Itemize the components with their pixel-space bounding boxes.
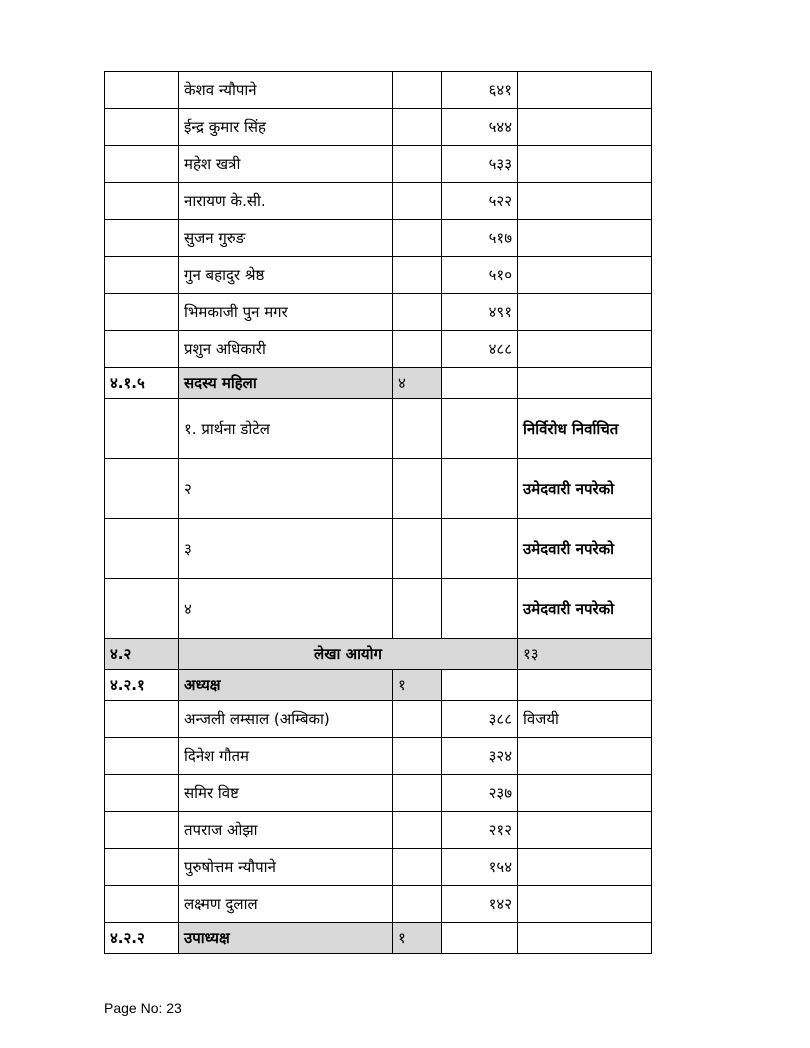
seats-cell bbox=[393, 183, 442, 220]
votes-cell bbox=[442, 399, 518, 459]
candidate-name: प्रशुन अधिकारी bbox=[179, 331, 393, 368]
vote-count: ५४४ bbox=[442, 109, 518, 146]
section-count: १३ bbox=[518, 639, 652, 670]
section-code: ४.१.५ bbox=[105, 368, 179, 399]
votes-cell bbox=[442, 459, 518, 519]
section-title: उपाध्यक्ष bbox=[179, 923, 393, 954]
table-row bbox=[105, 579, 652, 639]
table-row bbox=[105, 331, 652, 368]
remark-cell bbox=[518, 294, 652, 331]
remark-cell bbox=[518, 670, 652, 701]
table-row bbox=[105, 257, 652, 294]
candidate-name: तपराज ओझा bbox=[179, 812, 393, 849]
candidate-name: दिनेश गौतम bbox=[179, 738, 393, 775]
table-row bbox=[105, 849, 652, 886]
seats-cell bbox=[393, 459, 442, 519]
table-row bbox=[105, 399, 652, 459]
table-row bbox=[105, 812, 652, 849]
seats-cell bbox=[393, 257, 442, 294]
seats-cell bbox=[393, 220, 442, 257]
vote-count: १४२ bbox=[442, 886, 518, 923]
remark-cell bbox=[518, 146, 652, 183]
code-cell bbox=[105, 738, 179, 775]
remark-cell bbox=[518, 257, 652, 294]
remark-cell bbox=[518, 109, 652, 146]
remark-cell: उमेदवारी नपरेको bbox=[518, 579, 652, 639]
code-cell bbox=[105, 146, 179, 183]
section-code: ४.२.१ bbox=[105, 670, 179, 701]
seats-cell bbox=[393, 701, 442, 738]
vote-count: ३२४ bbox=[442, 738, 518, 775]
election-results-table bbox=[104, 71, 652, 954]
remark-cell bbox=[518, 923, 652, 954]
remark-cell bbox=[518, 812, 652, 849]
table-row bbox=[105, 146, 652, 183]
seats-count: १ bbox=[393, 670, 442, 701]
candidate-name: गुन बहादुर श्रेष्ठ bbox=[179, 257, 393, 294]
remark-cell: विजयी bbox=[518, 701, 652, 738]
seats-cell bbox=[393, 109, 442, 146]
remark-cell bbox=[518, 331, 652, 368]
candidate-name: २ bbox=[179, 459, 393, 519]
candidate-name: पुरुषोत्तम न्यौपाने bbox=[179, 849, 393, 886]
vote-count: ४८८ bbox=[442, 331, 518, 368]
code-cell bbox=[105, 399, 179, 459]
section-title: सदस्य महिला bbox=[179, 368, 393, 399]
code-cell bbox=[105, 109, 179, 146]
seats-cell bbox=[393, 775, 442, 812]
candidate-name: महेश खत्री bbox=[179, 146, 393, 183]
candidate-name: लक्ष्मण दुलाल bbox=[179, 886, 393, 923]
table-row bbox=[105, 294, 652, 331]
code-cell bbox=[105, 220, 179, 257]
seats-cell bbox=[393, 331, 442, 368]
section-header-row bbox=[105, 923, 652, 954]
seats-cell bbox=[393, 579, 442, 639]
vote-count: ४९१ bbox=[442, 294, 518, 331]
seats-cell bbox=[393, 519, 442, 579]
candidate-name: केशव न्यौपाने bbox=[179, 72, 393, 109]
code-cell bbox=[105, 886, 179, 923]
section-code: ४.२.२ bbox=[105, 923, 179, 954]
code-cell bbox=[105, 183, 179, 220]
remark-cell: निर्विरोध निर्वाचित bbox=[518, 399, 652, 459]
code-cell bbox=[105, 459, 179, 519]
code-cell bbox=[105, 294, 179, 331]
candidate-name: सुजन गुरुङ bbox=[179, 220, 393, 257]
remark-cell bbox=[518, 775, 652, 812]
vote-count: २३७ bbox=[442, 775, 518, 812]
remark-cell bbox=[518, 368, 652, 399]
code-cell bbox=[105, 579, 179, 639]
code-cell bbox=[105, 519, 179, 579]
remark-cell bbox=[518, 220, 652, 257]
candidate-name: ३ bbox=[179, 519, 393, 579]
table-row bbox=[105, 183, 652, 220]
section-header-row bbox=[105, 639, 652, 670]
remark-cell bbox=[518, 886, 652, 923]
code-cell bbox=[105, 331, 179, 368]
section-title: लेखा आयोग bbox=[179, 639, 518, 670]
seats-count: १ bbox=[393, 923, 442, 954]
section-code: ४.२ bbox=[105, 639, 179, 670]
seats-cell bbox=[393, 146, 442, 183]
code-cell bbox=[105, 812, 179, 849]
candidate-name: ईन्द्र कुमार सिंह bbox=[179, 109, 393, 146]
table-row bbox=[105, 459, 652, 519]
seats-cell bbox=[393, 849, 442, 886]
candidate-name: नारायण के.सी. bbox=[179, 183, 393, 220]
code-cell bbox=[105, 257, 179, 294]
code-cell bbox=[105, 849, 179, 886]
table-row bbox=[105, 109, 652, 146]
candidate-name: समिर विष्ट bbox=[179, 775, 393, 812]
votes-cell bbox=[442, 923, 518, 954]
vote-count: ६४१ bbox=[442, 72, 518, 109]
code-cell bbox=[105, 775, 179, 812]
seats-cell bbox=[393, 72, 442, 109]
vote-count: ३८८ bbox=[442, 701, 518, 738]
remark-cell bbox=[518, 849, 652, 886]
table-row bbox=[105, 220, 652, 257]
page-number: Page No: 23 bbox=[104, 1000, 182, 1016]
seats-count: ४ bbox=[393, 368, 442, 399]
remark-cell: उमेदवारी नपरेको bbox=[518, 459, 652, 519]
vote-count: ५१७ bbox=[442, 220, 518, 257]
seats-cell bbox=[393, 399, 442, 459]
table-row bbox=[105, 701, 652, 738]
vote-count: ५२२ bbox=[442, 183, 518, 220]
candidate-name: भिमकाजी पुन मगर bbox=[179, 294, 393, 331]
remark-cell bbox=[518, 72, 652, 109]
seats-cell bbox=[393, 294, 442, 331]
vote-count: २१२ bbox=[442, 812, 518, 849]
section-header-row bbox=[105, 368, 652, 399]
table-row bbox=[105, 738, 652, 775]
remark-cell bbox=[518, 738, 652, 775]
code-cell bbox=[105, 701, 179, 738]
vote-count: १५४ bbox=[442, 849, 518, 886]
table-row bbox=[105, 775, 652, 812]
remark-cell: उमेदवारी नपरेको bbox=[518, 519, 652, 579]
candidate-name: १. प्रार्थना डोटेल bbox=[179, 399, 393, 459]
seats-cell bbox=[393, 812, 442, 849]
candidate-name: अन्जली लम्साल (अम्बिका) bbox=[179, 701, 393, 738]
votes-cell bbox=[442, 579, 518, 639]
section-title: अध्यक्ष bbox=[179, 670, 393, 701]
code-cell bbox=[105, 72, 179, 109]
seats-cell bbox=[393, 886, 442, 923]
votes-cell bbox=[442, 670, 518, 701]
table-row bbox=[105, 519, 652, 579]
candidate-name: ४ bbox=[179, 579, 393, 639]
seats-cell bbox=[393, 738, 442, 775]
votes-cell bbox=[442, 519, 518, 579]
table-row bbox=[105, 886, 652, 923]
vote-count: ५१० bbox=[442, 257, 518, 294]
votes-cell bbox=[442, 368, 518, 399]
section-header-row bbox=[105, 670, 652, 701]
table-row bbox=[105, 72, 652, 109]
vote-count: ५३३ bbox=[442, 146, 518, 183]
remark-cell bbox=[518, 183, 652, 220]
